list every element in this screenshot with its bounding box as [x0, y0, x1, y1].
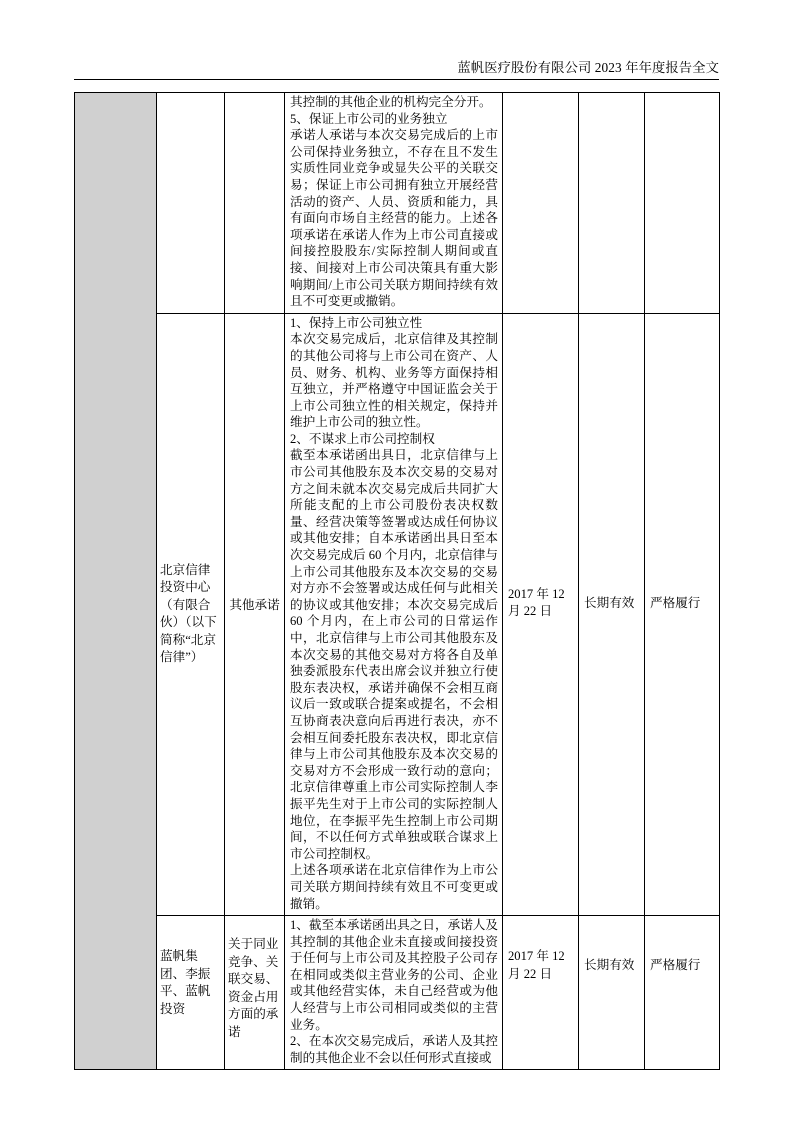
commitment-type-label: 关于同业竞争、关联交易、资金占用方面的承诺	[228, 937, 279, 1039]
commitment-body-text: 其控制的其他企业的机构完全分开。 5、保证上市公司的业务独立 承诺人承诺与本次交易完成后的上市公司保持业务独立，不存在且不发生实质性同业竞争或显失公平的关联交易；保证上市公司拥有独立开展经营活动的资产、人员、资质和能力，具有面向市场自主经营的能力。上述各项承诺在承诺人作为上市公司直接或间接控股股东/实际控制人期间或直接、间接对上市公司决策具有重大影响期间/上市公司关联方期间持续有效且不可变更或撤销。	[290, 95, 498, 309]
commitment-date-cell	[503, 916, 579, 1070]
party-label: 北京信律投资中心（有限合伙）（以下简称“北京信律”）	[160, 562, 217, 665]
commitment-body-cell	[285, 916, 503, 1070]
commitment-status-cell	[645, 93, 720, 314]
commitment-date-label: 2017 年 12 月 22 日	[508, 586, 565, 619]
commitment-status-cell	[645, 313, 720, 915]
commitment-date-cell	[503, 93, 579, 314]
party-label: 蓝帆集团、李振平、蓝帆投资	[160, 949, 211, 1016]
commitment-status-label: 严格履行	[650, 595, 701, 610]
party-cell	[157, 93, 225, 314]
commitment-type-cell	[225, 916, 285, 1070]
commitment-type-label	[225, 93, 284, 96]
party-cell	[157, 916, 225, 1070]
commitment-status-label	[645, 93, 719, 99]
commitment-term-cell	[579, 313, 645, 915]
party-label	[157, 93, 224, 96]
commitment-type-label: 其他承诺	[229, 597, 280, 612]
commitment-status-cell	[645, 916, 720, 1070]
commitment-body-text: 1、截至本承诺函出具之日，承诺人及其控制的其他企业未直接或间接投资于任何与上市公司及其控股子公司存在相同或类似主营业务的公司、企业或其他经营实体，未自己经营或为他人经营与上市公司相同或类似的主营业务。 2、在本次交易完成后，承诺人及其控制的其他企业不会以任何形式直接或	[290, 918, 498, 1065]
page-header	[74, 54, 719, 80]
commitment-status-label: 严格履行	[650, 958, 701, 973]
commitment-date-cell	[503, 313, 579, 915]
commitment-term-label: 长期有效	[584, 958, 635, 973]
commitment-date-label	[503, 93, 578, 99]
commitment-term-cell	[579, 93, 645, 314]
page-header-title: 蓝帆医疗股份有限公司 2023 年年度报告全文	[457, 60, 719, 75]
table-row	[75, 313, 720, 915]
table-row	[75, 916, 720, 1070]
party-cell	[157, 313, 225, 915]
commitment-term-cell	[579, 916, 645, 1070]
commitment-type-cell	[225, 313, 285, 915]
commitment-term-label	[579, 93, 644, 99]
commitment-body-cell	[285, 313, 503, 915]
commitment-body-cell	[285, 93, 503, 314]
commitment-type-cell	[225, 93, 285, 314]
commitment-term-label: 长期有效	[584, 595, 635, 610]
commitment-date-label: 2017 年 12 月 22 日	[508, 949, 565, 981]
commitment-body-text: 1、保持上市公司独立性 本次交易完成后，北京信律及其控制的其他公司将与上市公司在资产、人员、财务、机构、业务等方面保持相互独立，并严格遵守中国证监会关于上市公司独立性的相关规定，保持并维护上市公司的独立性。 2、不谋求上市公司控制权 截至本承诺函出具日，北京信律与上市公司其他股东及本次交易的交易对方之间未就本次交易完成后共同扩大所能支配的上市公司股份表决权数量、经营决策等签署或达成任何协议或其他安排；自本承诺函出具日至本次交易完成后 60 个月内，北京信律与上市公司其他股东及本次交易的交易对方亦不会签署或达成任何与此相关的协议或其他安排；本次交易完成后 60 个月内，在上市公司的日常运作中，北京信律与上市公司其他股东及本次交易的其他交易对方将各自及单独委派股东代表出席会议并独立行使股东表决权，承诺并确保不会相互商议后一致或联合提案或提名，不会相互协商表决意向后再进行表决，亦不会相互间委托股东表决权，即北京信律与上市公司其他股东及本次交易的交易对方不会形成一致行动的意向；北京信律尊重上市公司实际控制人李振平先生对于上市公司的实际控制人地位，在李振平先生控制上市公司期间，不以任何方式单独或联合谋求上市公司控制权。 上述各项承诺在北京信律作为上市公司关联方期间持续有效且不可变更或撤销。	[290, 315, 498, 911]
table-row	[75, 93, 720, 314]
commitments-table	[74, 92, 720, 1070]
shaded-spacer-cell	[75, 93, 157, 314]
shaded-spacer-cell	[75, 916, 157, 1070]
shaded-spacer-cell	[75, 313, 157, 915]
